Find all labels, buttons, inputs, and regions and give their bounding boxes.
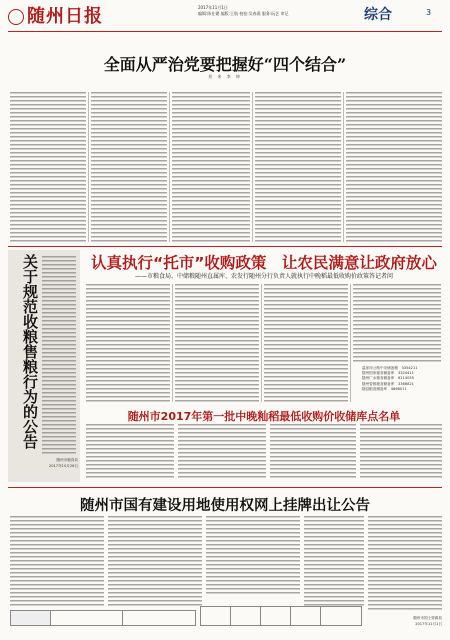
newspaper-logo xyxy=(8,2,103,28)
contact-row: 随州国家粮食储备库 3324411 xyxy=(362,371,414,376)
article4-col5 xyxy=(368,516,442,612)
article2-col4 xyxy=(353,284,441,362)
column-divider xyxy=(261,284,262,402)
article4-date: 2017年11月1日 xyxy=(415,622,442,626)
article1-byline: 刘 来 李 坤 xyxy=(208,74,242,79)
table-cell xyxy=(291,607,321,625)
article2-col1 xyxy=(86,284,170,402)
article3-headline: 随州市2017年第一批中晚籼稻最低收购价收储库点名单 xyxy=(127,410,401,423)
article4-issuer: 随州市国土资源局 xyxy=(413,616,442,620)
article4-col3 xyxy=(206,516,300,596)
column-divider xyxy=(169,92,170,242)
contact-row: 随县粮食储备库 4866011 xyxy=(362,386,407,391)
article1-col4 xyxy=(255,92,341,242)
article1-col3 xyxy=(172,92,250,242)
editor-line: 编辑:陈仕繁 编版:王航 校检:吴春燕 服务:阮艺 审记 xyxy=(198,11,289,16)
column-divider xyxy=(88,92,89,242)
table-cell xyxy=(321,607,359,625)
article1-col1 xyxy=(10,92,86,242)
article1-col2 xyxy=(91,92,167,242)
column-divider xyxy=(172,284,173,402)
contact-list xyxy=(362,366,442,406)
column-divider xyxy=(252,92,253,242)
table-cell xyxy=(51,611,123,625)
table-cell xyxy=(201,607,231,625)
logo-text: 随州日报 xyxy=(27,6,103,27)
page-number: 3 xyxy=(426,8,432,17)
article4-col1 xyxy=(10,516,104,606)
contact-row: 温家冲公路中央储备粮 3354211 xyxy=(362,366,418,370)
table-cell xyxy=(123,611,193,625)
notice-title: 关于规范收粮售粮行为的公告 xyxy=(21,254,39,449)
article3-col2 xyxy=(178,424,266,480)
contact-row: 随州广水粮食储备库 6214055 xyxy=(362,376,414,381)
issue-date: 2017年11月1日 xyxy=(198,5,228,10)
article1-headline: 全面从严治党要把握好“四个结合” xyxy=(103,55,347,74)
section-rule xyxy=(8,246,442,247)
article2-col3 xyxy=(264,284,348,402)
parcel-table xyxy=(10,610,196,626)
article4-headline: 随州市国有建设用地使用权网上挂牌出让公告 xyxy=(80,498,370,514)
section-name: 综合 xyxy=(364,7,392,23)
parcel-table-2 xyxy=(200,606,362,626)
article4-col4 xyxy=(304,516,364,606)
table-cell xyxy=(231,607,261,625)
logo-emblem-icon xyxy=(8,9,24,25)
article2-headline: 认真执行“托市”收购政策 让农民满意让政府放心 xyxy=(91,254,437,272)
notice-issuer: 随州市粮食局 xyxy=(56,458,78,462)
column-divider xyxy=(350,284,351,402)
article4-col2 xyxy=(108,516,202,606)
article2-subheadline: ——市粮食局、中储粮随州直属库、农发行随州分行负责人就执行中晚稻最低收购价政策答记者问 xyxy=(134,273,393,280)
article3-col1 xyxy=(86,424,174,480)
section-rule xyxy=(8,487,442,488)
table-cell xyxy=(11,611,51,625)
article1-col5 xyxy=(346,92,442,242)
notice-body xyxy=(42,256,76,456)
article3-col3 xyxy=(270,424,356,480)
contact-row: 随州曾都粮食储备库 3366821 xyxy=(362,381,414,386)
article2-col2 xyxy=(175,284,259,402)
masthead-meta xyxy=(198,5,358,17)
notice-date: 2017年10月26日 xyxy=(48,464,78,468)
article3-col4 xyxy=(360,424,442,480)
column-divider xyxy=(343,92,344,242)
table-cell xyxy=(261,607,291,625)
